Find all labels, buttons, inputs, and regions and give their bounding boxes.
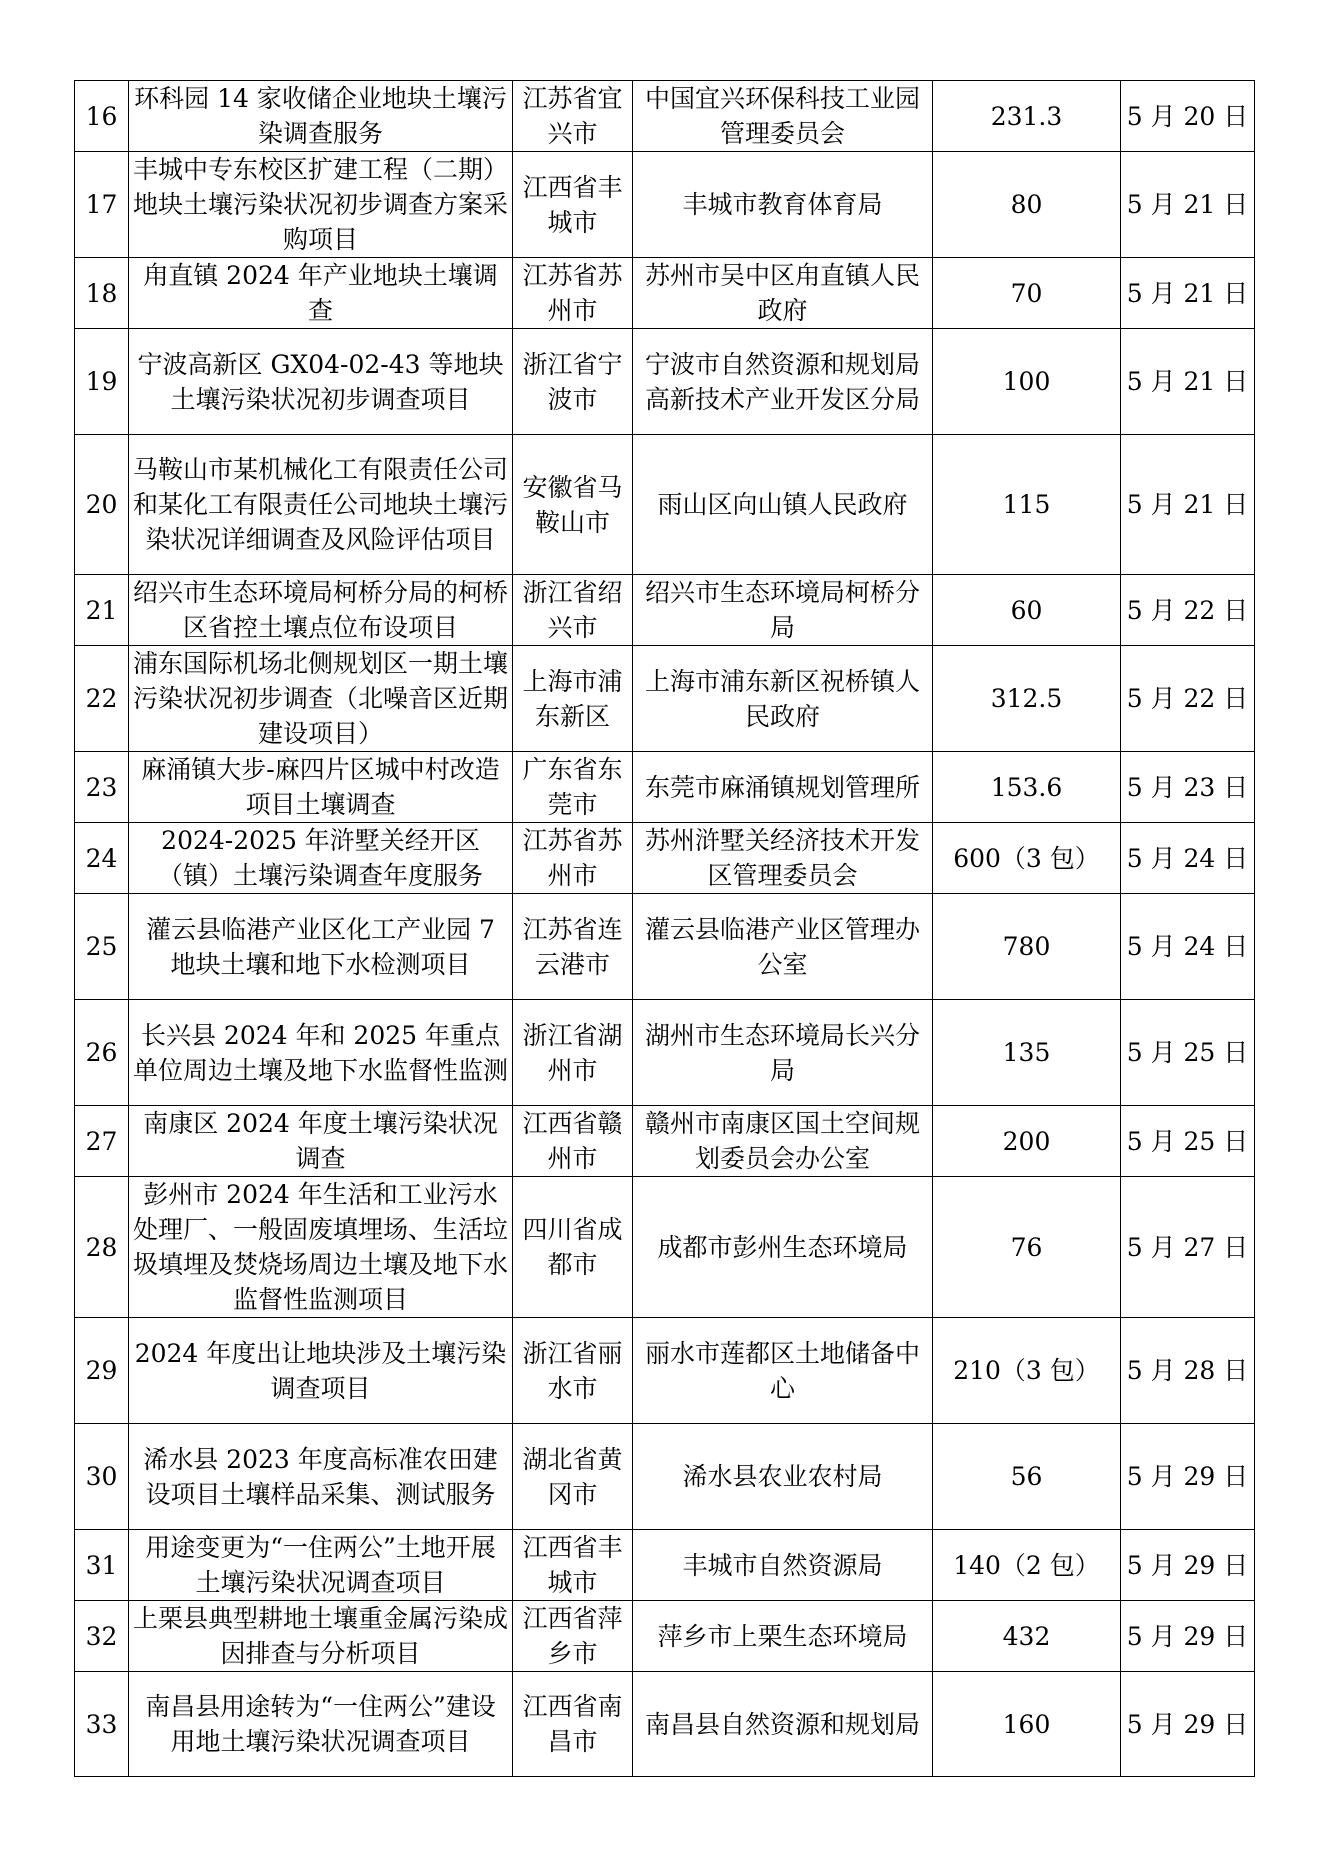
- publish-date: 5 月 28 日: [1121, 1318, 1255, 1424]
- row-number: 25: [75, 894, 129, 1000]
- table-body: [75, 81, 1255, 1777]
- purchasing-organization: 苏州浒墅关经济技术开发区管理委员会: [633, 823, 933, 894]
- project-region: 江苏省苏州市: [513, 258, 633, 329]
- budget-amount: 312.5: [933, 646, 1121, 752]
- budget-amount: 140（2 包）: [933, 1530, 1121, 1601]
- row-number: 24: [75, 823, 129, 894]
- budget-amount: 135: [933, 1000, 1121, 1106]
- project-region: 上海市浦东新区: [513, 646, 633, 752]
- project-name: 彭州市 2024 年生活和工业污水处理厂、一般固废填埋场、生活垃圾填埋及焚烧场周边土壤及地下水监督性监测项目: [129, 1177, 513, 1318]
- publish-date: 5 月 22 日: [1121, 646, 1255, 752]
- budget-amount: 210（3 包）: [933, 1318, 1121, 1424]
- project-name: 灌云县临港产业区化工产业园 7 地块土壤和地下水检测项目: [129, 894, 513, 1000]
- project-name: 上栗县典型耕地土壤重金属污染成因排查与分析项目: [129, 1601, 513, 1672]
- project-name: 绍兴市生态环境局柯桥分局的柯桥区省控土壤点位布设项目: [129, 575, 513, 646]
- project-region: 江西省南昌市: [513, 1672, 633, 1777]
- purchasing-organization: 湖州市生态环境局长兴分局: [633, 1000, 933, 1106]
- table-row: [75, 1318, 1255, 1424]
- row-number: 29: [75, 1318, 129, 1424]
- publish-date: 5 月 27 日: [1121, 1177, 1255, 1318]
- purchasing-organization: 灌云县临港产业区管理办公室: [633, 894, 933, 1000]
- purchasing-organization: 丰城市自然资源局: [633, 1530, 933, 1601]
- budget-amount: 115: [933, 435, 1121, 575]
- purchasing-organization: 上海市浦东新区祝桥镇人民政府: [633, 646, 933, 752]
- project-name: 马鞍山市某机械化工有限责任公司和某化工有限责任公司地块土壤污染状况详细调查及风险评估项目: [129, 435, 513, 575]
- project-name: 环科园 14 家收储企业地块土壤污染调查服务: [129, 81, 513, 152]
- project-region: 湖北省黄冈市: [513, 1424, 633, 1530]
- purchasing-organization: 成都市彭州生态环境局: [633, 1177, 933, 1318]
- project-region: 江西省萍乡市: [513, 1601, 633, 1672]
- publish-date: 5 月 29 日: [1121, 1672, 1255, 1777]
- row-number: 30: [75, 1424, 129, 1530]
- publish-date: 5 月 29 日: [1121, 1530, 1255, 1601]
- project-name: 南康区 2024 年度土壤污染状况调查: [129, 1106, 513, 1177]
- budget-amount: 600（3 包）: [933, 823, 1121, 894]
- table-row: [75, 575, 1255, 646]
- publish-date: 5 月 29 日: [1121, 1601, 1255, 1672]
- table-row: [75, 646, 1255, 752]
- row-number: 26: [75, 1000, 129, 1106]
- row-number: 21: [75, 575, 129, 646]
- project-name: 2024 年度出让地块涉及土壤污染调查项目: [129, 1318, 513, 1424]
- project-region: 江西省丰城市: [513, 152, 633, 258]
- project-region: 浙江省丽水市: [513, 1318, 633, 1424]
- table-row: [75, 1672, 1255, 1777]
- project-region: 江苏省宜兴市: [513, 81, 633, 152]
- table-row: [75, 152, 1255, 258]
- budget-amount: 231.3: [933, 81, 1121, 152]
- publish-date: 5 月 25 日: [1121, 1000, 1255, 1106]
- table-row: [75, 329, 1255, 435]
- table-row: [75, 258, 1255, 329]
- project-region: 江西省丰城市: [513, 1530, 633, 1601]
- publish-date: 5 月 24 日: [1121, 894, 1255, 1000]
- table-row: [75, 823, 1255, 894]
- project-region: 浙江省宁波市: [513, 329, 633, 435]
- publish-date: 5 月 23 日: [1121, 752, 1255, 823]
- publish-date: 5 月 21 日: [1121, 435, 1255, 575]
- publish-date: 5 月 21 日: [1121, 152, 1255, 258]
- project-region: 广东省东莞市: [513, 752, 633, 823]
- budget-amount: 80: [933, 152, 1121, 258]
- table-row: [75, 1000, 1255, 1106]
- table-row: [75, 752, 1255, 823]
- project-name: 浦东国际机场北侧规划区一期土壤污染状况初步调查（北噪音区近期建设项目）: [129, 646, 513, 752]
- purchasing-organization: 绍兴市生态环境局柯桥分局: [633, 575, 933, 646]
- purchasing-organization: 东莞市麻涌镇规划管理所: [633, 752, 933, 823]
- row-number: 22: [75, 646, 129, 752]
- row-number: 16: [75, 81, 129, 152]
- purchasing-organization: 浠水县农业农村局: [633, 1424, 933, 1530]
- publish-date: 5 月 24 日: [1121, 823, 1255, 894]
- purchasing-organization: 宁波市自然资源和规划局高新技术产业开发区分局: [633, 329, 933, 435]
- publish-date: 5 月 21 日: [1121, 329, 1255, 435]
- budget-amount: 76: [933, 1177, 1121, 1318]
- purchasing-organization: 丰城市教育体育局: [633, 152, 933, 258]
- budget-amount: 60: [933, 575, 1121, 646]
- project-name: 麻涌镇大步-麻四片区城中村改造项目土壤调查: [129, 752, 513, 823]
- publish-date: 5 月 29 日: [1121, 1424, 1255, 1530]
- budget-amount: 100: [933, 329, 1121, 435]
- publish-date: 5 月 21 日: [1121, 258, 1255, 329]
- project-region: 浙江省湖州市: [513, 1000, 633, 1106]
- project-region: 浙江省绍兴市: [513, 575, 633, 646]
- project-region: 四川省成都市: [513, 1177, 633, 1318]
- publish-date: 5 月 25 日: [1121, 1106, 1255, 1177]
- purchasing-organization: 南昌县自然资源和规划局: [633, 1672, 933, 1777]
- row-number: 27: [75, 1106, 129, 1177]
- table-row: [75, 894, 1255, 1000]
- publish-date: 5 月 22 日: [1121, 575, 1255, 646]
- project-region: 江苏省连云港市: [513, 894, 633, 1000]
- budget-amount: 432: [933, 1601, 1121, 1672]
- budget-amount: 200: [933, 1106, 1121, 1177]
- budget-amount: 70: [933, 258, 1121, 329]
- purchasing-organization: 雨山区向山镇人民政府: [633, 435, 933, 575]
- project-name: 长兴县 2024 年和 2025 年重点单位周边土壤及地下水监督性监测: [129, 1000, 513, 1106]
- budget-amount: 153.6: [933, 752, 1121, 823]
- purchasing-organization: 中国宜兴环保科技工业园管理委员会: [633, 81, 933, 152]
- project-name: 2024-2025 年浒墅关经开区（镇）土壤污染调查年度服务: [129, 823, 513, 894]
- row-number: 28: [75, 1177, 129, 1318]
- table-row: [75, 1106, 1255, 1177]
- table-row: [75, 1530, 1255, 1601]
- project-table: [74, 80, 1255, 1777]
- project-region: 江苏省苏州市: [513, 823, 633, 894]
- project-name: 丰城中专东校区扩建工程（二期）地块土壤污染状况初步调查方案采购项目: [129, 152, 513, 258]
- table-row: [75, 81, 1255, 152]
- table-row: [75, 435, 1255, 575]
- row-number: 31: [75, 1530, 129, 1601]
- row-number: 32: [75, 1601, 129, 1672]
- purchasing-organization: 丽水市莲都区土地储备中心: [633, 1318, 933, 1424]
- project-region: 安徽省马鞍山市: [513, 435, 633, 575]
- row-number: 23: [75, 752, 129, 823]
- project-name: 南昌县用途转为“一住两公”建设用地土壤污染状况调查项目: [129, 1672, 513, 1777]
- project-name: 用途变更为“一住两公”土地开展土壤污染状况调查项目: [129, 1530, 513, 1601]
- row-number: 17: [75, 152, 129, 258]
- budget-amount: 56: [933, 1424, 1121, 1530]
- purchasing-organization: 赣州市南康区国土空间规划委员会办公室: [633, 1106, 933, 1177]
- project-region: 江西省赣州市: [513, 1106, 633, 1177]
- table-row: [75, 1424, 1255, 1530]
- project-name: 浠水县 2023 年度高标准农田建设项目土壤样品采集、测试服务: [129, 1424, 513, 1530]
- purchasing-organization: 苏州市吴中区甪直镇人民政府: [633, 258, 933, 329]
- budget-amount: 160: [933, 1672, 1121, 1777]
- row-number: 19: [75, 329, 129, 435]
- project-name: 宁波高新区 GX04-02-43 等地块土壤污染状况初步调查项目: [129, 329, 513, 435]
- purchasing-organization: 萍乡市上栗生态环境局: [633, 1601, 933, 1672]
- project-name: 甪直镇 2024 年产业地块土壤调查: [129, 258, 513, 329]
- table-row: [75, 1177, 1255, 1318]
- table-row: [75, 1601, 1255, 1672]
- row-number: 20: [75, 435, 129, 575]
- row-number: 18: [75, 258, 129, 329]
- publish-date: 5 月 20 日: [1121, 81, 1255, 152]
- row-number: 33: [75, 1672, 129, 1777]
- budget-amount: 780: [933, 894, 1121, 1000]
